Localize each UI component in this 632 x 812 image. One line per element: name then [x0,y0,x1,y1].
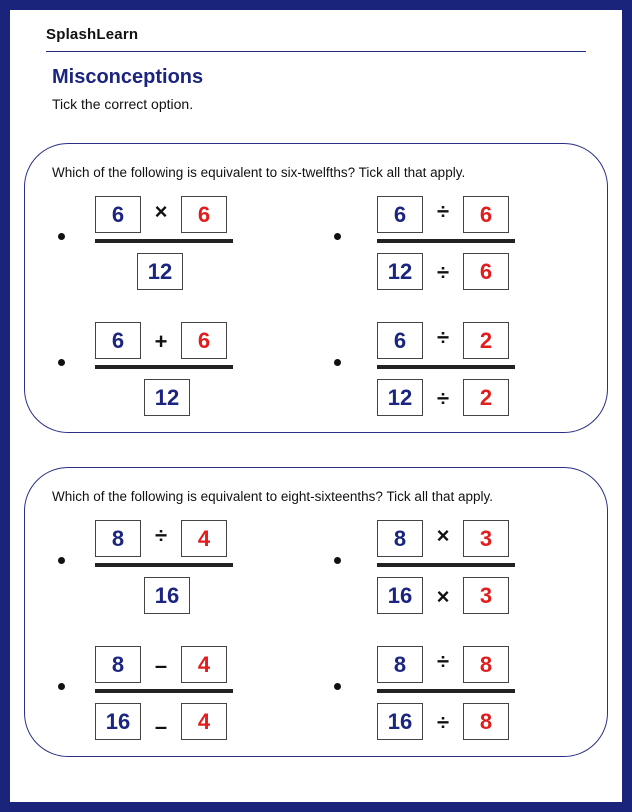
option-bullet[interactable] [334,359,341,366]
option-bullet[interactable] [58,359,65,366]
denominator-operator: ÷ [436,386,450,411]
numerator-box-1: 6 [95,196,141,233]
fraction-bar [377,563,515,567]
denominator-box-1: 16 [377,577,423,614]
numerator-box-1: 8 [95,520,141,557]
option-bullet[interactable] [334,683,341,690]
numerator-operator: + [154,329,168,354]
numerator-operator: ÷ [436,649,450,674]
numerator-operator: ÷ [436,325,450,350]
numerator-box-2: 6 [181,322,227,359]
denominator-box-2: 2 [463,379,509,416]
fraction-bar [377,365,515,369]
numerator-box-1: 8 [377,520,423,557]
denominator-box-2: 4 [181,703,227,740]
fraction-bar [95,239,233,243]
option-bullet[interactable] [58,683,65,690]
question-1-text: Which of the following is equivalent to six-twelfths? Tick all that apply. [52,165,466,180]
question-1-panel [24,143,608,433]
numerator-box-1: 8 [377,646,423,683]
option-bullet[interactable] [58,557,65,564]
numerator-box-2: 4 [181,520,227,557]
numerator-box-1: 6 [377,322,423,359]
worksheet-instructions: Tick the correct option. [52,96,194,112]
fraction-bar [95,689,233,693]
fraction-bar [95,563,233,567]
denominator-box-1: 12 [144,379,190,416]
denominator-box-1: 16 [144,577,190,614]
question-2-text: Which of the following is equivalent to eight-sixteenths? Tick all that apply. [52,489,493,504]
denominator-operator: × [436,584,450,609]
denominator-operator: ÷ [436,260,450,285]
denominator-box-2: 6 [463,253,509,290]
denominator-operator: ÷ [436,710,450,735]
numerator-box-1: 8 [95,646,141,683]
worksheet-title: Misconceptions [52,66,204,88]
option-bullet[interactable] [334,557,341,564]
numerator-operator: × [436,523,450,548]
brand-logo: SplashLearn [46,26,139,43]
numerator-operator: ÷ [154,523,168,548]
header-divider [46,51,586,52]
fraction-bar [377,239,515,243]
option-bullet[interactable] [58,233,65,240]
option-bullet[interactable] [334,233,341,240]
numerator-box-2: 2 [463,322,509,359]
denominator-box-1: 12 [377,379,423,416]
denominator-box-1: 12 [137,253,183,290]
denominator-box-1: 16 [95,703,141,740]
denominator-box-2: 8 [463,703,509,740]
denominator-box-1: 12 [377,253,423,290]
denominator-box-1: 16 [377,703,423,740]
numerator-box-2: 4 [181,646,227,683]
numerator-box-2: 8 [463,646,509,683]
numerator-box-2: 3 [463,520,509,557]
numerator-operator: – [154,653,168,678]
numerator-box-1: 6 [377,196,423,233]
numerator-operator: ÷ [436,199,450,224]
numerator-operator: × [154,199,168,224]
fraction-bar [377,689,515,693]
denominator-box-2: 3 [463,577,509,614]
numerator-box-2: 6 [463,196,509,233]
numerator-box-2: 6 [181,196,227,233]
numerator-box-1: 6 [95,322,141,359]
fraction-bar [95,365,233,369]
denominator-operator: – [154,714,168,739]
